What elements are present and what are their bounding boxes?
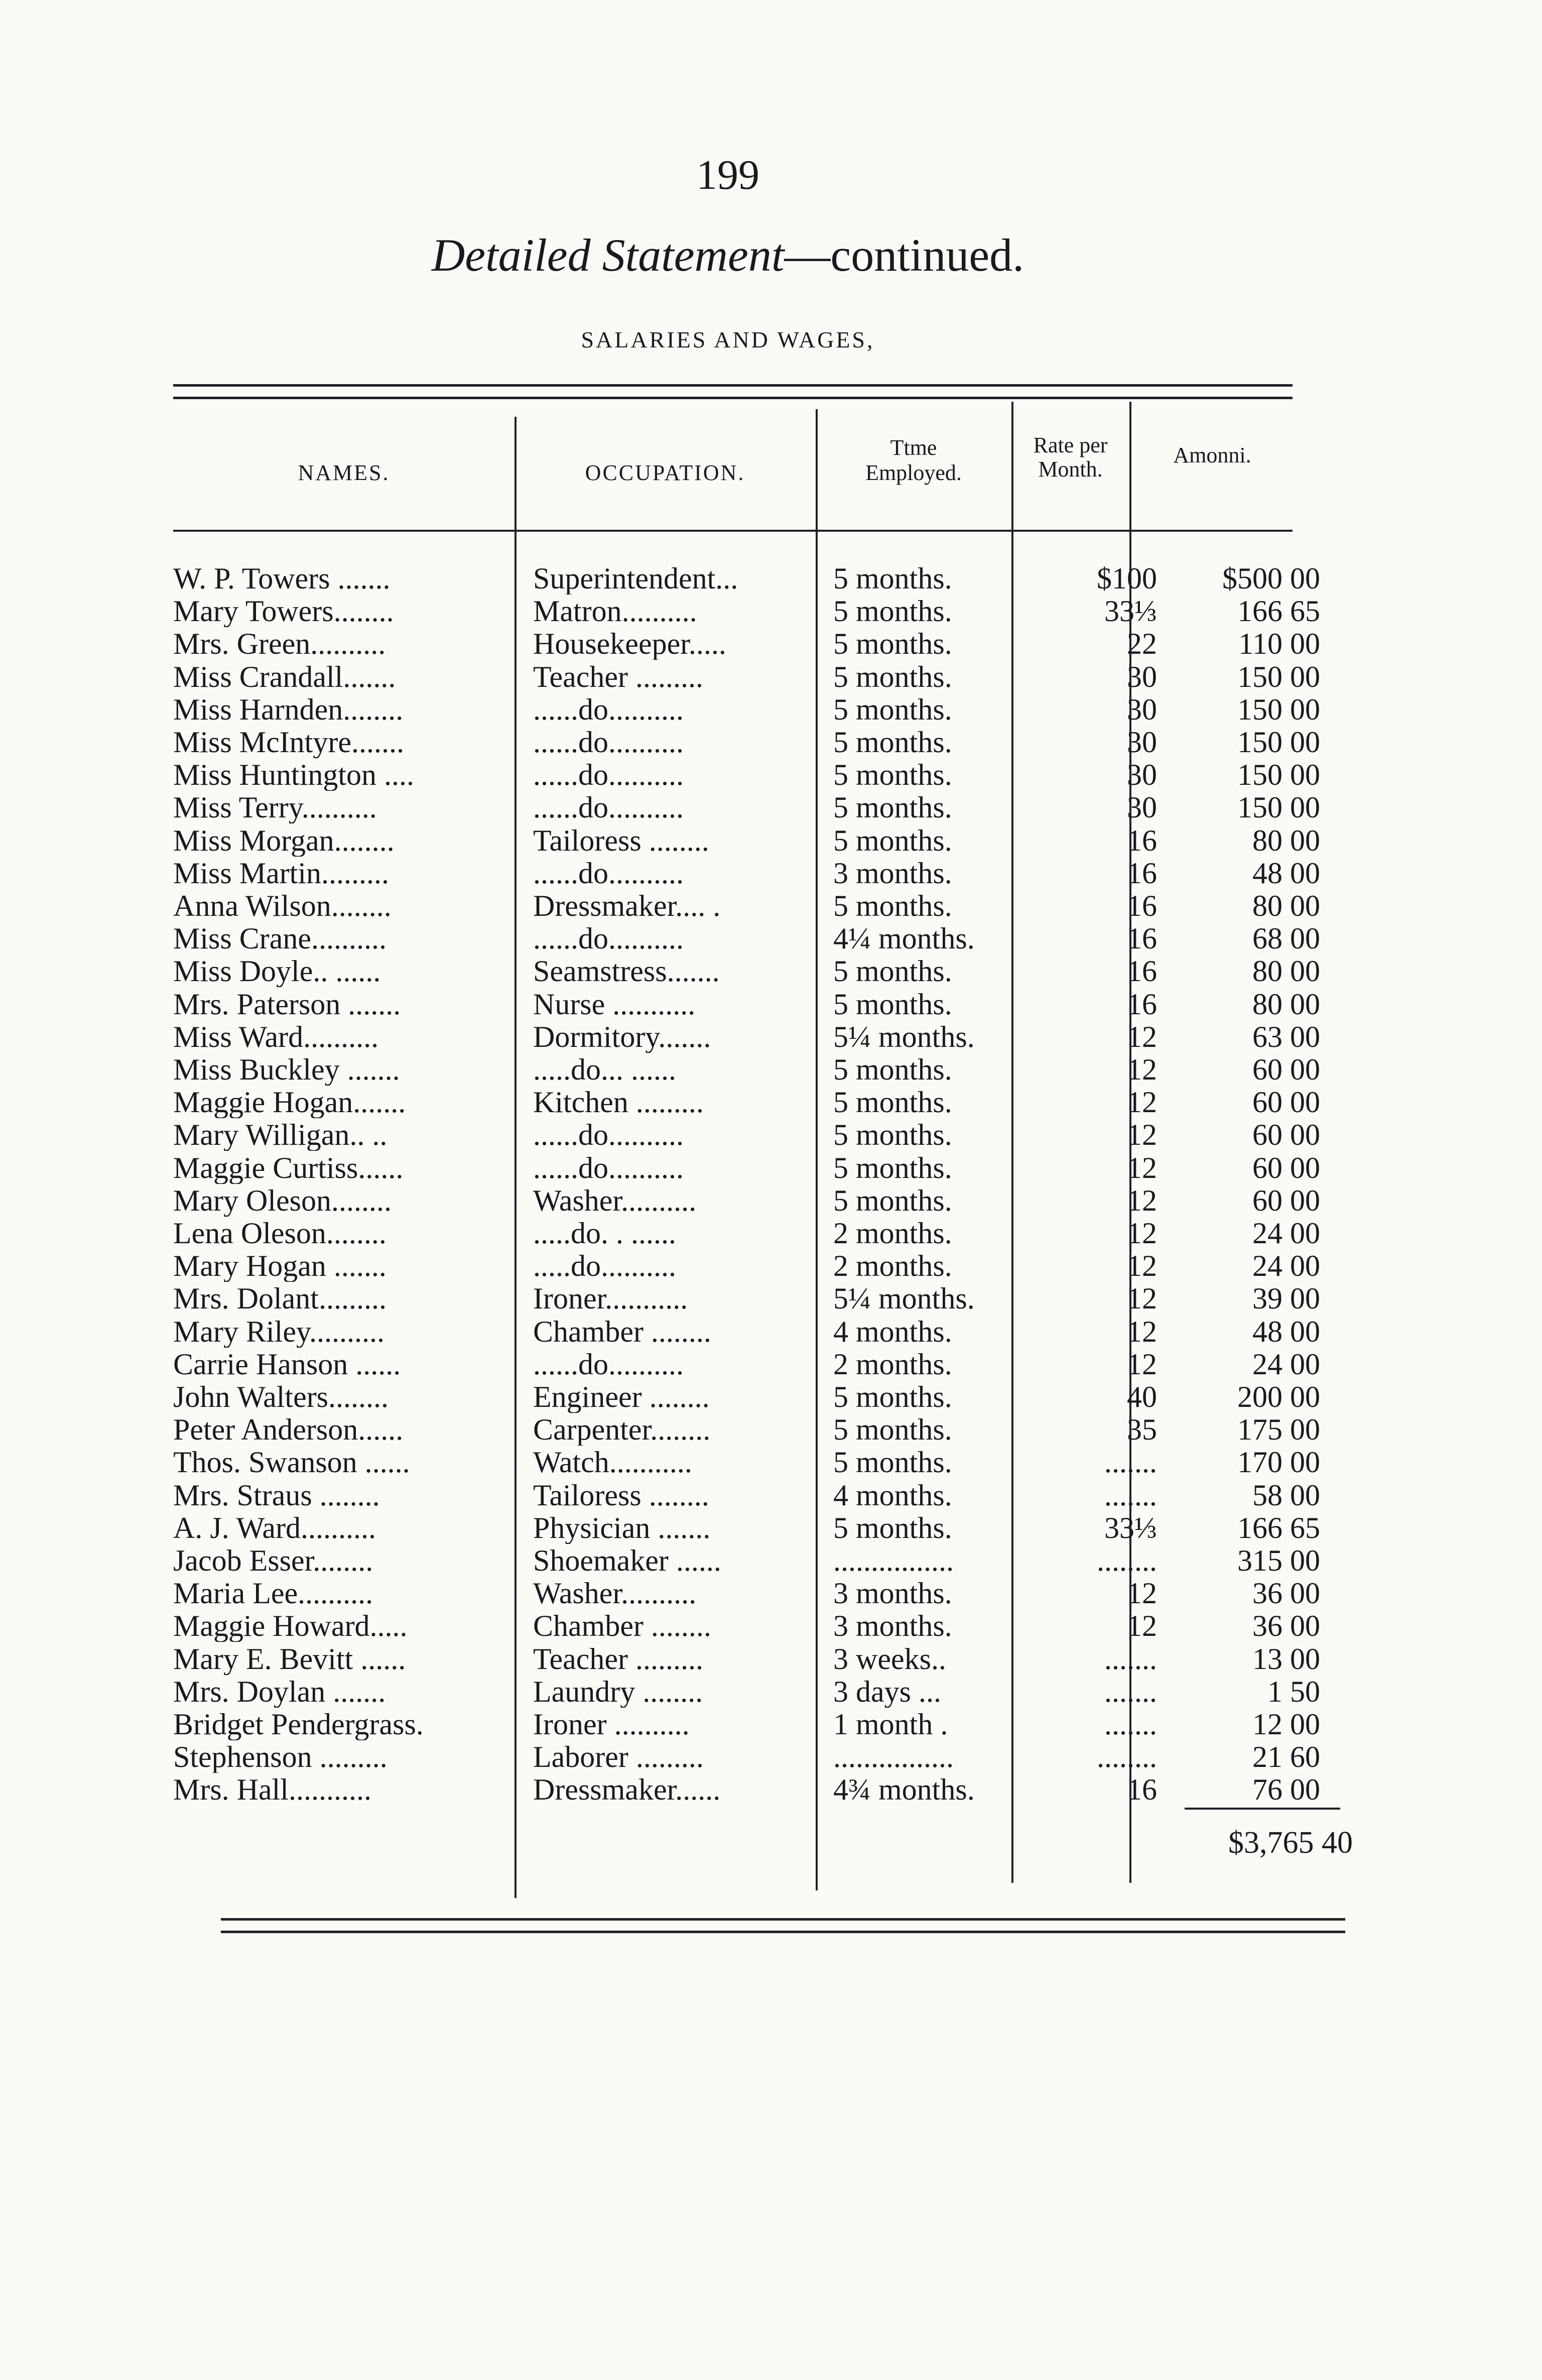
header-amount: Amonni. — [1173, 443, 1251, 467]
occupation: ......do.......... — [533, 693, 684, 726]
amount: 36 00 — [1252, 1577, 1320, 1609]
table-row — [0, 1086, 1542, 1118]
rate-per-month: 16 — [1127, 922, 1157, 955]
occupation: Ironer .......... — [533, 1708, 690, 1740]
employee-name: W. P. Towers ....... — [173, 562, 391, 594]
table-row — [0, 1381, 1542, 1413]
time-employed: 5 months. — [833, 693, 952, 726]
amount: 63 00 — [1252, 1021, 1320, 1053]
rate-per-month: 12 — [1127, 1217, 1157, 1249]
occupation: ......do.......... — [533, 726, 684, 758]
rate-per-month: 12 — [1127, 1152, 1157, 1184]
table-row — [0, 824, 1542, 857]
rate-per-month: 12 — [1127, 1086, 1157, 1118]
time-employed: 5 months. — [833, 661, 952, 693]
time-employed: 3 months. — [833, 1610, 952, 1642]
employee-name: Jacob Esser........ — [173, 1544, 373, 1577]
time-employed: 3 days ... — [833, 1676, 941, 1708]
employee-name: Mary Hogan ....... — [173, 1250, 387, 1282]
table-row — [0, 1512, 1542, 1544]
header-time-2: Employed. — [865, 460, 962, 485]
table-row — [0, 1184, 1542, 1217]
employee-name: A. J. Ward.......... — [173, 1512, 376, 1544]
table-row — [0, 1773, 1542, 1806]
occupation: Ironer........... — [533, 1282, 688, 1315]
occupation: Watch........... — [533, 1446, 692, 1478]
rate-per-month: 30 — [1127, 693, 1157, 726]
occupation: ......do.......... — [533, 857, 684, 889]
rate-per-month: 12 — [1127, 1250, 1157, 1282]
amount: 48 00 — [1252, 857, 1320, 889]
rate-per-month: 12 — [1127, 1021, 1157, 1053]
rate-per-month: 35 — [1127, 1413, 1157, 1446]
rate-per-month: 30 — [1127, 759, 1157, 791]
amount: 175 00 — [1237, 1413, 1320, 1446]
amount: 80 00 — [1252, 955, 1320, 987]
time-employed: 5 months. — [833, 1184, 952, 1217]
amount: 60 00 — [1252, 1152, 1320, 1184]
employee-name: Miss Huntington .... — [173, 759, 415, 791]
rate-per-month: 33⅓ — [1104, 595, 1157, 627]
rate-per-month: 12 — [1127, 1316, 1157, 1348]
employee-name: Miss Morgan........ — [173, 824, 395, 857]
rate-per-month: 33⅓ — [1104, 1512, 1157, 1544]
time-employed: 5 months. — [833, 988, 952, 1020]
rate-per-month: ........ — [1097, 1741, 1157, 1773]
time-employed: 5 months. — [833, 890, 952, 922]
rate-per-month: ....... — [1104, 1708, 1157, 1740]
time-employed: 5 months. — [833, 791, 952, 823]
table-row — [0, 1577, 1542, 1609]
total-rule — [1185, 1808, 1340, 1810]
title-rest: —continued. — [784, 229, 1024, 281]
amount: 36 00 — [1252, 1610, 1320, 1642]
amount: 166 65 — [1237, 1512, 1320, 1544]
amount: 150 00 — [1237, 661, 1320, 693]
employee-name: Bridget Pendergrass. — [173, 1708, 424, 1740]
table-row — [0, 890, 1542, 922]
table-row — [0, 791, 1542, 823]
time-employed: 5 months. — [833, 628, 952, 660]
time-employed: 4 months. — [833, 1316, 952, 1348]
table-row — [0, 628, 1542, 660]
employee-name: Mrs. Green.......... — [173, 628, 386, 660]
amount: 166 65 — [1237, 595, 1320, 627]
rate-per-month: 12 — [1127, 1610, 1157, 1642]
time-employed: ................ — [833, 1544, 954, 1577]
rate-per-month: 16 — [1127, 955, 1157, 987]
table-row — [0, 661, 1542, 693]
employee-name: Mary Riley.......... — [173, 1316, 385, 1348]
amount: 60 00 — [1252, 1086, 1320, 1118]
amount: 60 00 — [1252, 1053, 1320, 1086]
occupation: Housekeeper..... — [533, 628, 726, 660]
employee-name: Lena Oleson........ — [173, 1217, 387, 1249]
rate-per-month: 16 — [1127, 1773, 1157, 1806]
amount: 60 00 — [1252, 1184, 1320, 1217]
occupation: Laborer ......... — [533, 1741, 704, 1773]
time-employed: 5 months. — [833, 1086, 952, 1118]
rate-per-month: 12 — [1127, 1348, 1157, 1380]
time-employed: 3 months. — [833, 1577, 952, 1609]
occupation: Dressmaker...... — [533, 1773, 721, 1806]
page-number: 199 — [696, 152, 759, 198]
time-employed: 5 months. — [833, 726, 952, 758]
amount: 60 00 — [1252, 1119, 1320, 1151]
employee-name: Miss Doyle.. ...... — [173, 955, 381, 987]
occupation: ......do.......... — [533, 791, 684, 823]
occupation: Chamber ........ — [533, 1610, 711, 1642]
amount: 315 00 — [1237, 1544, 1320, 1577]
table-row — [0, 1250, 1542, 1282]
time-employed: 5 months. — [833, 1413, 952, 1446]
occupation: Carpenter........ — [533, 1413, 711, 1446]
amount: $500 00 — [1222, 562, 1320, 594]
table-row — [0, 595, 1542, 627]
rate-per-month: 16 — [1127, 890, 1157, 922]
rate-per-month: 30 — [1127, 791, 1157, 823]
rate-per-month: 40 — [1127, 1381, 1157, 1413]
occupation: Engineer ........ — [533, 1381, 710, 1413]
time-employed: 5 months. — [833, 1381, 952, 1413]
employee-name: Mary Willigan.. .. — [173, 1119, 388, 1151]
occupation: .....do.......... — [533, 1250, 676, 1282]
time-employed: 1 month . — [833, 1708, 948, 1740]
occupation: Washer.......... — [533, 1577, 697, 1609]
rate-per-month: 30 — [1127, 661, 1157, 693]
time-employed: 5 months. — [833, 759, 952, 791]
amount: 76 00 — [1252, 1773, 1320, 1806]
table-row — [0, 955, 1542, 987]
table-row — [0, 1021, 1542, 1053]
occupation: Nurse ........... — [533, 988, 696, 1020]
time-employed: 4¾ months. — [833, 1773, 975, 1806]
table-row — [0, 1643, 1542, 1675]
table-row — [0, 1217, 1542, 1249]
time-employed: 5 months. — [833, 955, 952, 987]
table-bottom-rule — [221, 1918, 1345, 1921]
rate-per-month: ....... — [1104, 1643, 1157, 1675]
employee-name: Miss Martin......... — [173, 857, 390, 889]
employee-name: Miss Buckley ....... — [173, 1053, 400, 1086]
amount: 1 50 — [1267, 1676, 1320, 1708]
time-employed: 4 months. — [833, 1479, 952, 1511]
employee-name: Mrs. Straus ........ — [173, 1479, 380, 1511]
occupation: Shoemaker ...... — [533, 1544, 721, 1577]
employee-name: Mrs. Hall........... — [173, 1773, 371, 1806]
table-row — [0, 857, 1542, 889]
time-employed: 3 weeks.. — [833, 1643, 946, 1675]
rate-per-month: 16 — [1127, 988, 1157, 1020]
occupation: Laundry ........ — [533, 1676, 703, 1708]
amount: 80 00 — [1252, 824, 1320, 857]
employee-name: Mrs. Doylan ....... — [173, 1676, 386, 1708]
occupation: ......do.......... — [533, 1152, 684, 1184]
header-occupation: OCCUPATION. — [585, 460, 745, 485]
occupation: ......do.......... — [533, 759, 684, 791]
header-time-1: Ttme — [890, 435, 937, 460]
header-rate-2: Month. — [1038, 457, 1103, 482]
header-names: NAMES. — [298, 460, 390, 485]
rate-per-month: 30 — [1127, 726, 1157, 758]
rate-per-month: 16 — [1127, 857, 1157, 889]
employee-name: Anna Wilson........ — [173, 890, 392, 922]
rate-per-month: 12 — [1127, 1577, 1157, 1609]
occupation: Kitchen ......... — [533, 1086, 704, 1118]
table-row — [0, 726, 1542, 758]
amount: 24 00 — [1252, 1250, 1320, 1282]
time-employed: 3 months. — [833, 857, 952, 889]
occupation: Dressmaker.... . — [533, 890, 721, 922]
time-employed: 4¼ months. — [833, 922, 975, 955]
table-row — [0, 693, 1542, 726]
occupation: Seamstress....... — [533, 955, 720, 987]
occupation: Dormitory....... — [533, 1021, 711, 1053]
time-employed: 2 months. — [833, 1250, 952, 1282]
table-row — [0, 759, 1542, 791]
rate-per-month: ........ — [1097, 1544, 1157, 1577]
table-row — [0, 1479, 1542, 1511]
rate-per-month: 12 — [1127, 1184, 1157, 1217]
employee-name: Maggie Hogan....... — [173, 1086, 406, 1118]
table-row — [0, 1152, 1542, 1184]
header-rate-1: Rate per — [1033, 433, 1108, 457]
rate-per-month: 16 — [1127, 824, 1157, 857]
table-top-rule-2 — [173, 397, 1293, 399]
occupation: .....do... ...... — [533, 1053, 676, 1086]
occupation: Matron.......... — [533, 595, 697, 627]
table-row — [0, 1446, 1542, 1478]
employee-name: Maggie Howard..... — [173, 1610, 408, 1642]
amount: 150 00 — [1237, 791, 1320, 823]
amount: 21 60 — [1252, 1741, 1320, 1773]
amount: 48 00 — [1252, 1316, 1320, 1348]
table-row — [0, 1676, 1542, 1708]
table-row — [0, 1544, 1542, 1577]
time-employed: 5 months. — [833, 1152, 952, 1184]
table-row — [0, 1316, 1542, 1348]
amount: 68 00 — [1252, 922, 1320, 955]
employee-name: Maria Lee.......... — [173, 1577, 373, 1609]
amount: 150 00 — [1237, 693, 1320, 726]
table-row — [0, 922, 1542, 955]
occupation: Teacher ......... — [533, 1643, 703, 1675]
employee-name: Mrs. Dolant......... — [173, 1282, 387, 1315]
amount: 58 00 — [1252, 1479, 1320, 1511]
employee-name: Mary Oleson........ — [173, 1184, 392, 1217]
table-row — [0, 1708, 1542, 1740]
table-bottom-rule-2 — [221, 1931, 1345, 1933]
occupation: ......do.......... — [533, 1119, 684, 1151]
table-row — [0, 988, 1542, 1020]
grand-total: $3,765 40 — [1228, 1826, 1353, 1860]
employee-name: Miss Terry.......... — [173, 791, 377, 823]
page-title — [0, 228, 1456, 282]
time-employed: 5 months. — [833, 824, 952, 857]
amount: 39 00 — [1252, 1282, 1320, 1315]
time-employed: 5 months. — [833, 1053, 952, 1086]
rate-per-month: $100 — [1097, 562, 1157, 594]
header-bottom-rule — [173, 530, 1293, 532]
amount: 24 00 — [1252, 1348, 1320, 1380]
rate-per-month: ....... — [1104, 1479, 1157, 1511]
occupation: ......do.......... — [533, 1348, 684, 1380]
occupation: Tailoress ........ — [533, 824, 709, 857]
occupation: Teacher ......... — [533, 661, 703, 693]
time-employed: 5 months. — [833, 1446, 952, 1478]
time-employed: 5 months. — [833, 562, 952, 594]
amount: 12 00 — [1252, 1708, 1320, 1740]
time-employed: ................ — [833, 1741, 954, 1773]
rate-per-month: 12 — [1127, 1053, 1157, 1086]
occupation: Tailoress ........ — [533, 1479, 709, 1511]
table-row — [0, 1741, 1542, 1773]
table-row — [0, 1610, 1542, 1642]
table-row — [0, 1282, 1542, 1315]
occupation: Physician ....... — [533, 1512, 711, 1544]
employee-name: Thos. Swanson ...... — [173, 1446, 410, 1478]
amount: 13 00 — [1252, 1643, 1320, 1675]
occupation: Superintendent... — [533, 562, 738, 594]
employee-name: Mary E. Bevitt ...... — [173, 1643, 406, 1675]
occupation: ......do.......... — [533, 922, 684, 955]
amount: 150 00 — [1237, 726, 1320, 758]
time-employed: 2 months. — [833, 1217, 952, 1249]
table-row — [0, 1413, 1542, 1446]
rate-per-month: 22 — [1127, 628, 1157, 660]
table-row — [0, 1119, 1542, 1151]
rate-per-month: 12 — [1127, 1119, 1157, 1151]
employee-name: Miss McIntyre....... — [173, 726, 404, 758]
time-employed: 5¼ months. — [833, 1282, 975, 1315]
amount: 24 00 — [1252, 1217, 1320, 1249]
employee-name: Carrie Hanson ...... — [173, 1348, 401, 1380]
occupation: Chamber ........ — [533, 1316, 711, 1348]
rate-per-month: 12 — [1127, 1282, 1157, 1315]
table-row — [0, 562, 1542, 594]
title-italic: Detailed Statement — [431, 229, 785, 281]
amount: 200 00 — [1237, 1381, 1320, 1413]
employee-name: Peter Anderson...... — [173, 1413, 404, 1446]
table-row — [0, 1348, 1542, 1380]
employee-name: Maggie Curtiss...... — [173, 1152, 404, 1184]
employee-name: Miss Crandall....... — [173, 661, 396, 693]
employee-name: John Walters........ — [173, 1381, 389, 1413]
occupation: .....do. . ...... — [533, 1217, 676, 1249]
employee-name: Mary Towers........ — [173, 595, 394, 627]
time-employed: 5 months. — [833, 595, 952, 627]
table-row — [0, 1053, 1542, 1086]
time-employed: 2 months. — [833, 1348, 952, 1380]
employee-name: Miss Harnden........ — [173, 693, 404, 726]
employee-name: Mrs. Paterson ....... — [173, 988, 401, 1020]
amount: 170 00 — [1237, 1446, 1320, 1478]
amount: 80 00 — [1252, 890, 1320, 922]
amount: 110 00 — [1238, 628, 1320, 660]
rate-per-month: ....... — [1104, 1676, 1157, 1708]
employee-name: Miss Crane.......... — [173, 922, 387, 955]
employee-name: Miss Ward.......... — [173, 1021, 379, 1053]
rate-per-month: ....... — [1104, 1446, 1157, 1478]
time-employed: 5 months. — [833, 1119, 952, 1151]
amount: 80 00 — [1252, 988, 1320, 1020]
table-top-rule — [173, 384, 1293, 387]
amount: 150 00 — [1237, 759, 1320, 791]
section-heading: SALARIES AND WAGES, — [581, 327, 875, 352]
time-employed: 5 months. — [833, 1512, 952, 1544]
occupation: Washer.......... — [533, 1184, 697, 1217]
employee-name: Stephenson ......... — [173, 1741, 388, 1773]
time-employed: 5¼ months. — [833, 1021, 975, 1053]
